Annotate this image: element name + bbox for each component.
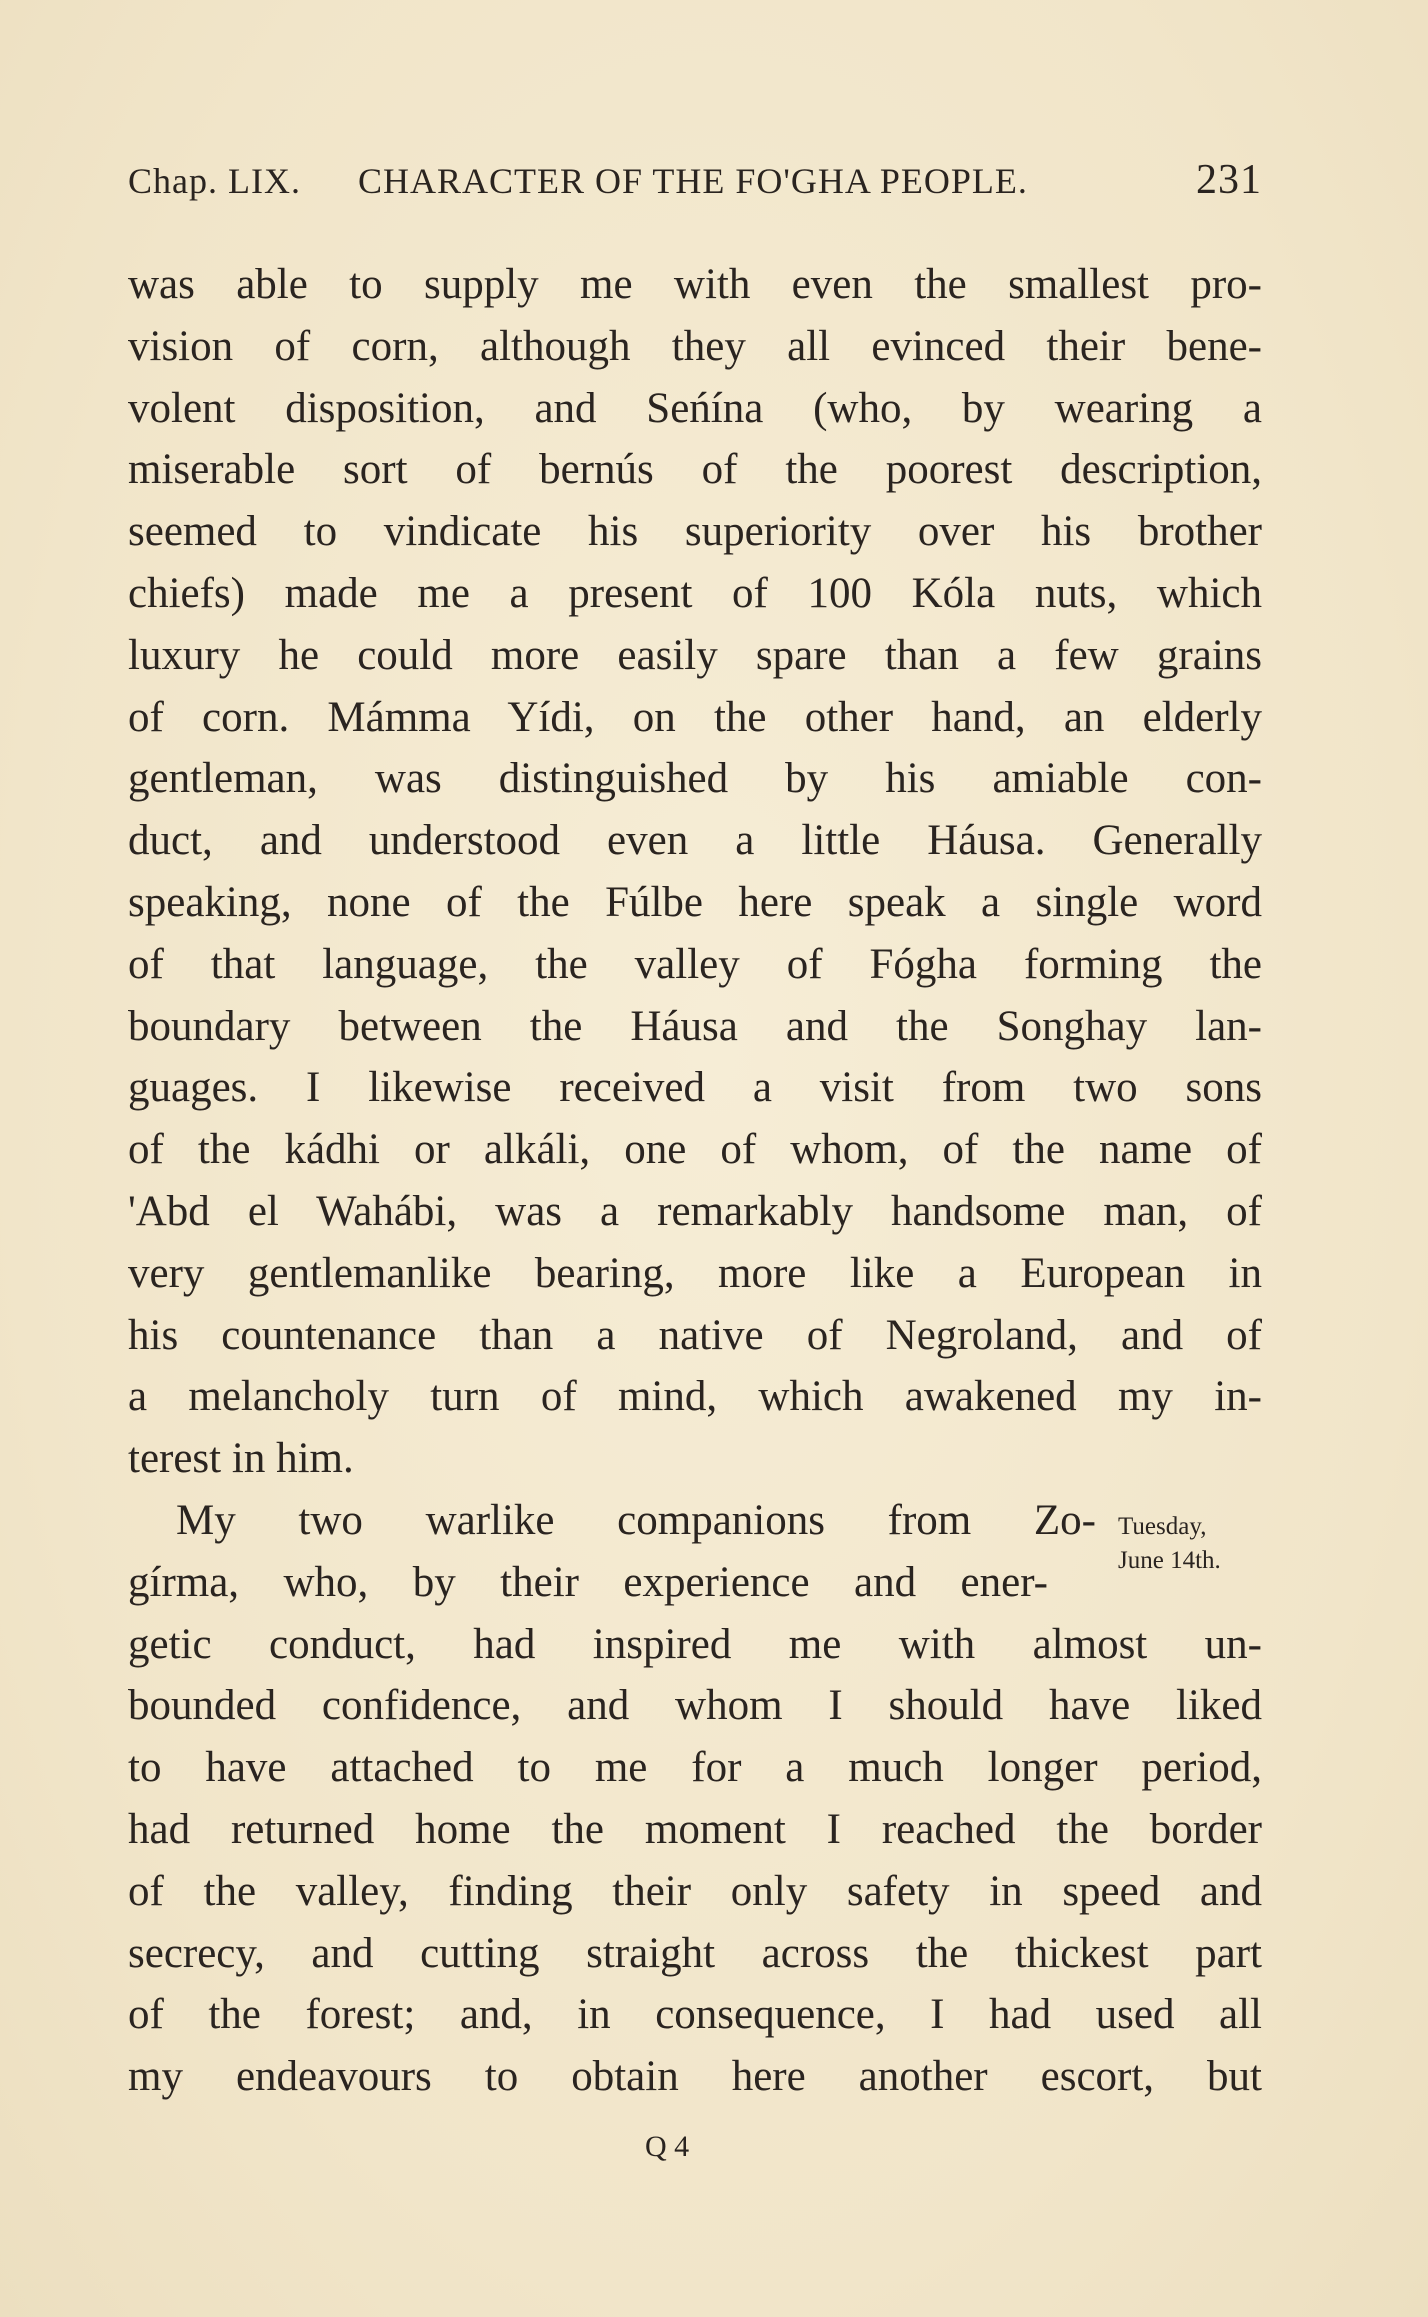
text-line: My two warlike companions from Zo- xyxy=(176,1496,1096,1544)
text-line: of the kádhi or alkáli, one of whom, of the name of xyxy=(128,1126,1262,1174)
text-line: seemed to vindicate his superiority over his brother xyxy=(128,508,1262,556)
text-line: of that language, the valley of Fógha forming the xyxy=(128,940,1262,988)
text-line: had returned home the moment I reached the border xyxy=(128,1805,1262,1853)
text-line: secrecy, and cutting straight across the thickest part xyxy=(128,1929,1262,1977)
text-line: gírma, who, by their experience and ener- xyxy=(128,1558,1048,1606)
text-line: getic conduct, had inspired me with almost un- xyxy=(128,1620,1262,1668)
text-line: terest in him. xyxy=(128,1435,354,1483)
text-line: was able to supply me with even the smallest pro- xyxy=(128,261,1262,308)
page-number: 231 xyxy=(1196,157,1262,203)
running-head xyxy=(128,157,1262,214)
text-line: 'Abd el Wahábi, was a remarkably handsome man, of xyxy=(128,1187,1262,1235)
text-line: vision of corn, although they all evinced their bene- xyxy=(128,322,1262,370)
margin-note-day: Tuesday, xyxy=(1118,1513,1207,1540)
body-text xyxy=(128,254,1262,2108)
text-line: a melancholy turn of mind, which awakened my in- xyxy=(128,1373,1262,1421)
text-line: volent disposition, and Seńína (who, by wearing a xyxy=(128,384,1262,432)
text-line: guages. I likewise received a visit from two sons xyxy=(128,1064,1262,1112)
text-line: very gentlemanlike bearing, more like a European in xyxy=(128,1249,1262,1297)
text-line: my endeavours to obtain here another escort, but xyxy=(128,2053,1262,2101)
text-line: of the forest; and, in consequence, I had used all xyxy=(128,1991,1262,2039)
text-line: boundary between the Háusa and the Songhay lan- xyxy=(128,1002,1262,1050)
text-line: bounded confidence, and whom I should have liked xyxy=(128,1682,1262,1730)
text-line: chiefs) made me a present of 100 Kóla nuts, which xyxy=(128,569,1262,617)
text-line: to have attached to me for a much longer period, xyxy=(128,1744,1262,1792)
text-line: of corn. Mámma Yídi, on the other hand, an elderly xyxy=(128,693,1262,741)
text-line: of the valley, finding their only safety in speed and xyxy=(128,1867,1262,1915)
text-line: his countenance than a native of Negroland, and of xyxy=(128,1311,1262,1359)
margin-note xyxy=(1118,1510,1221,1578)
page-title: CHARACTER OF THE FO'GHA PEOPLE. xyxy=(358,161,1028,201)
signature-mark: Q 4 xyxy=(645,2130,690,2163)
text-line: miserable sort of bernús of the poorest description, xyxy=(128,446,1262,494)
text-line: speaking, none of the Fúlbe here speak a single word xyxy=(128,878,1262,926)
text-line: luxury he could more easily spare than a few grains xyxy=(128,631,1262,679)
text-line: duct, and understood even a little Háusa. Generally xyxy=(128,817,1262,865)
margin-note-date: June 14th. xyxy=(1118,1547,1221,1574)
chapter-label: Chap. LIX. xyxy=(128,161,301,201)
text-line: gentleman, was distinguished by his amiable con- xyxy=(128,755,1262,803)
